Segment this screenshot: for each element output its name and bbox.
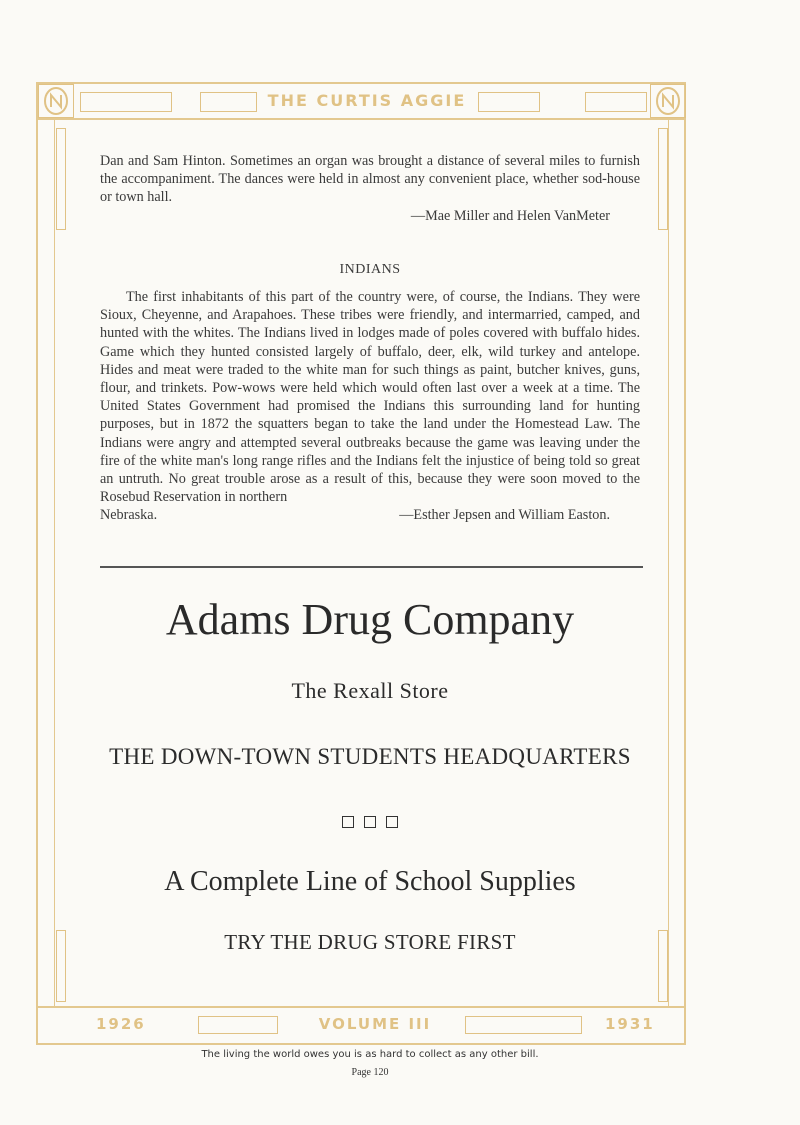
footer-year-end: 1931 <box>605 1015 655 1033</box>
frame-header-rule <box>36 118 686 120</box>
right-side-panel <box>658 128 668 230</box>
frame-top-rule <box>36 82 686 84</box>
ad-supplies: A Complete Line of School Supplies <box>164 866 576 897</box>
frame-footer-rule-top <box>36 1006 686 1008</box>
section-divider <box>100 566 643 568</box>
header-ornament-3 <box>478 92 540 112</box>
frame-footer-rule-bottom <box>36 1043 686 1045</box>
page-number: Page 120 <box>351 1067 389 1078</box>
article-continuation-attribution: —Mae Miller and Helen VanMeter <box>410 207 610 224</box>
frame-left-outer <box>36 82 38 1044</box>
nsa-monogram-left <box>39 85 73 117</box>
square-icon <box>386 816 398 828</box>
ad-ornament <box>60 815 680 833</box>
header-ornament-2 <box>200 92 257 112</box>
frame-left-inner <box>54 120 55 1006</box>
emblem-left <box>38 84 74 118</box>
footer-year-start: 1926 <box>96 1015 146 1033</box>
frame-right-outer <box>684 82 686 1044</box>
article-continuation <box>100 152 640 225</box>
ad-company-name: Adams Drug Company <box>165 595 575 644</box>
header-ornament-4 <box>585 92 647 112</box>
ad-slogan: TRY THE DRUG STORE FIRST <box>224 930 516 954</box>
left-side-panel <box>56 128 66 230</box>
square-icon <box>364 816 376 828</box>
indians-article-closing <box>100 506 640 524</box>
indians-article-last-word: Nebraska. <box>100 507 158 524</box>
nsa-monogram-right <box>651 85 685 117</box>
indians-heading: INDIANS <box>339 262 401 277</box>
indians-article-text: The first inhabitants of this part of the country were, of course, the Indians. They were Sioux, Cheyenne, and Arapahoes. These tribes were friendly, and intermarried, camped, and hunted with the whites. The Indians lived in lodges made of poles covered with buffalo hides. Game which they hunted consisted largely of buffalo, deer, elk, wild turkey and antelope. Hides and meat were traded to the white man for such things as paint, butcher knives, guns, flour, and trinkets. Pow-wows were held which would often last over a week at a time. The United States Government had promised the Indians this surrounding land for hunting purposes, but in 1872 the squatters began to take the land under the Homestead Law. The Indians were angry and attempted several outbreaks because the game was leaving under the fire of the white man's long range rifles and the Indians felt the injustice of being told so great an untruth. No great trouble arose as a result of this, because they were soon moved to the Rosebud Reservation in northern <box>100 289 640 506</box>
footer-ornament-2 <box>465 1016 582 1034</box>
footer-quote: The living the world owes you is as hard to collect as any other bill. <box>201 1049 539 1060</box>
square-icon <box>342 816 354 828</box>
indians-article <box>100 288 640 525</box>
header-title: THE CURTIS AGGIE <box>267 91 467 110</box>
ad-tagline: The Rexall Store <box>291 678 449 703</box>
header-ornament-1 <box>80 92 172 112</box>
footer-volume: VOLUME III <box>318 1015 432 1033</box>
emblem-right <box>650 84 686 118</box>
ad-headquarters: THE DOWN-TOWN STUDENTS HEADQUARTERS <box>109 744 631 769</box>
article-continuation-text: Dan and Sam Hinton. Sometimes an organ was brought a distance of several miles to furnish the accompaniment. The dances were held in almost any convenient place, whether sod-house or town hall. <box>100 153 640 206</box>
indians-article-attribution: —Esther Jepsen and William Easton. <box>399 507 610 524</box>
footer-ornament-1 <box>198 1016 278 1034</box>
